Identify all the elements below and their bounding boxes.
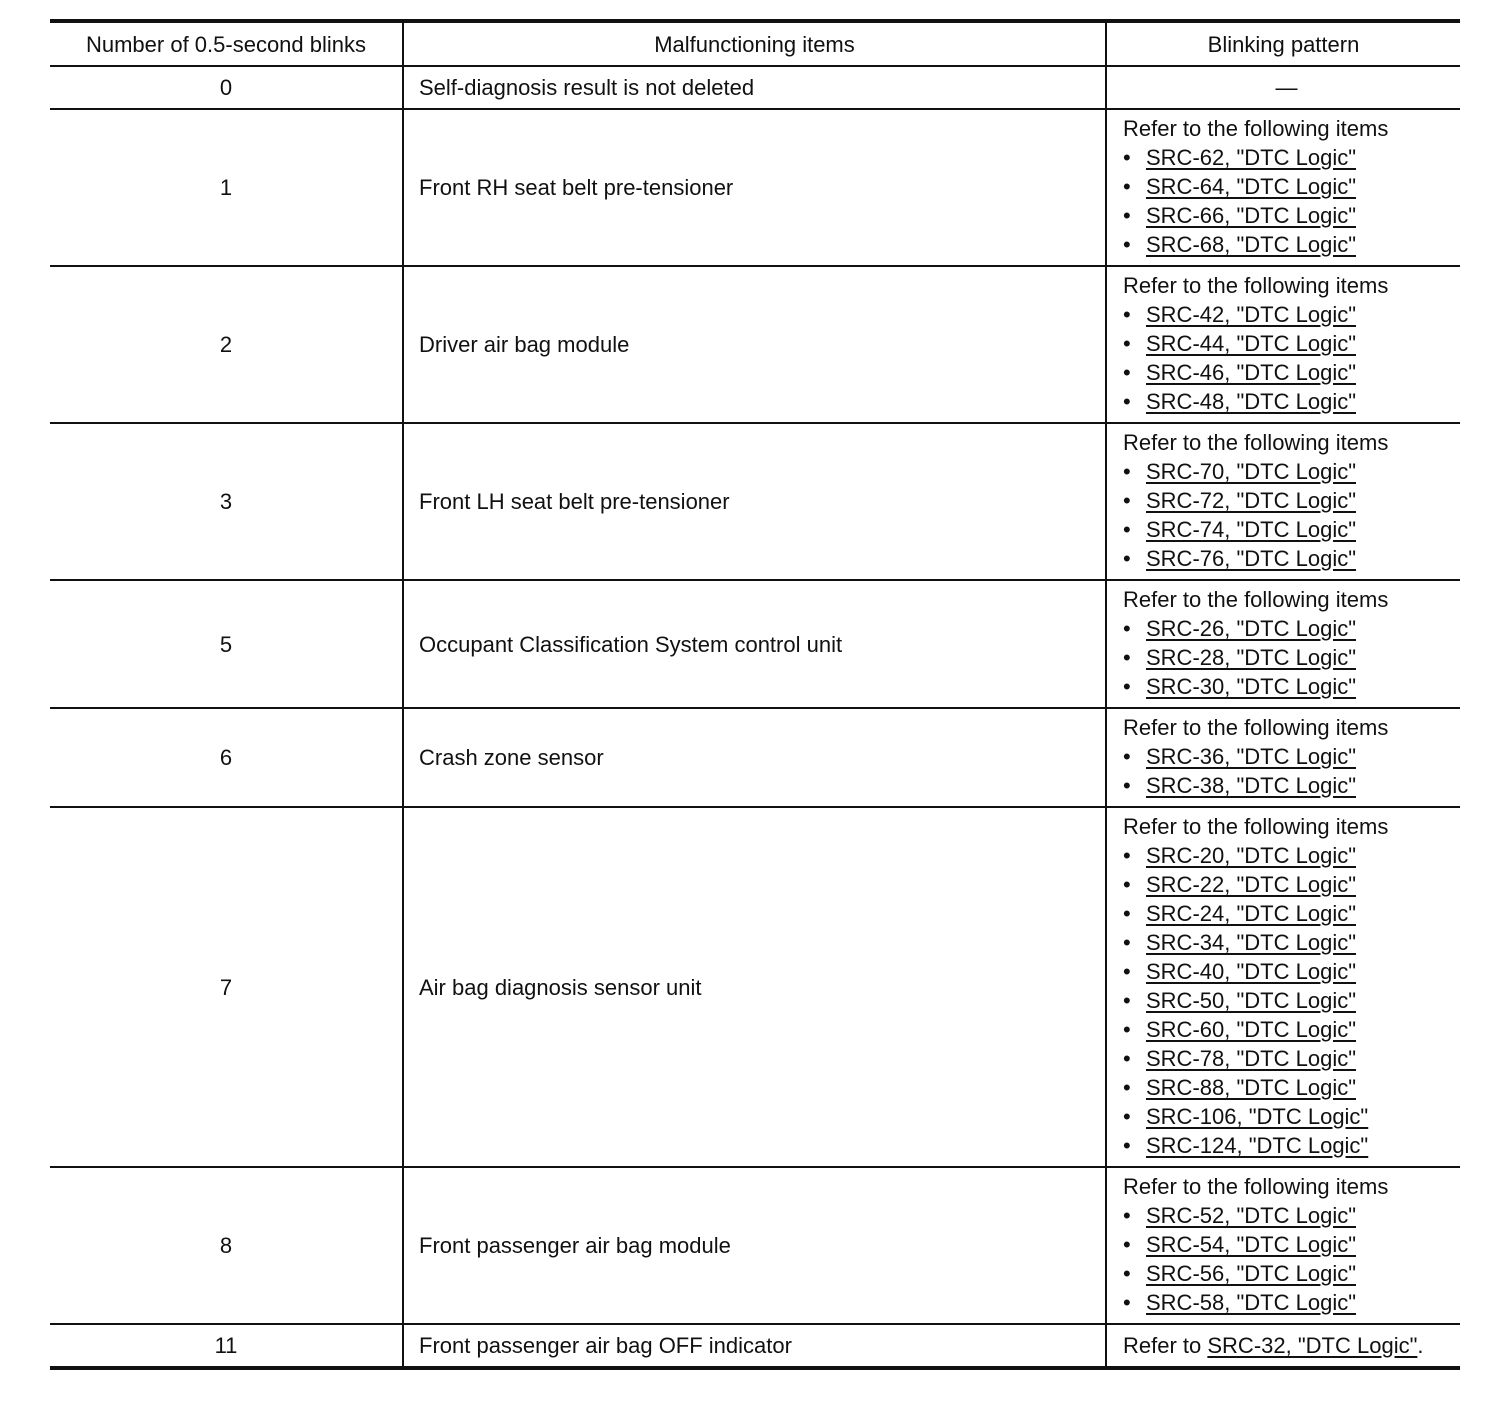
list-item xyxy=(1123,201,1450,230)
list-item xyxy=(1123,928,1450,957)
table-row xyxy=(50,807,1460,1167)
blink-pattern-table-container xyxy=(50,19,1460,1370)
blinking-pattern-cell xyxy=(1106,708,1460,807)
list-item xyxy=(1123,672,1450,701)
bullet-icon: • xyxy=(1123,203,1131,228)
header-number-of-blinks: Number of 0.5-second blinks xyxy=(85,31,367,57)
bullet-icon: • xyxy=(1123,232,1131,257)
malfunction-item-cell: Front passenger air bag module xyxy=(403,1167,1106,1324)
bullet-icon: • xyxy=(1123,1046,1131,1071)
bullet-icon: • xyxy=(1123,145,1131,170)
list-item xyxy=(1123,771,1450,800)
table-row xyxy=(50,109,1460,266)
table-row xyxy=(50,266,1460,423)
list-item xyxy=(1123,1230,1450,1259)
header-blinking-pattern: Blinking pattern xyxy=(1106,21,1460,66)
malfunction-item-cell: Front RH seat belt pre-tensioner xyxy=(403,109,1106,266)
dtc-logic-link[interactable]: SRC-24, "DTC Logic" xyxy=(1146,901,1357,926)
reference-list xyxy=(1123,457,1450,573)
reference-list xyxy=(1123,1201,1450,1317)
dtc-logic-link[interactable]: SRC-56, "DTC Logic" xyxy=(1146,1261,1357,1286)
dtc-logic-link[interactable]: SRC-42, "DTC Logic" xyxy=(1146,302,1357,327)
dtc-logic-link[interactable]: SRC-34, "DTC Logic" xyxy=(1146,930,1357,955)
bullet-icon: • xyxy=(1123,302,1131,327)
dtc-logic-link[interactable]: SRC-28, "DTC Logic" xyxy=(1146,645,1357,670)
blinking-pattern-cell xyxy=(1106,423,1460,580)
list-item xyxy=(1123,544,1450,573)
bullet-icon: • xyxy=(1123,174,1131,199)
list-item xyxy=(1123,457,1450,486)
dtc-logic-link[interactable]: SRC-54, "DTC Logic" xyxy=(1146,1232,1357,1257)
bullet-icon: • xyxy=(1123,331,1131,356)
malfunction-item-cell: Crash zone sensor xyxy=(403,708,1106,807)
table-body xyxy=(50,66,1460,1368)
table-row xyxy=(50,708,1460,807)
bullet-icon: • xyxy=(1123,616,1131,641)
list-item xyxy=(1123,1015,1450,1044)
list-item xyxy=(1123,1073,1450,1102)
refer-intro-text: Refer to the following items xyxy=(1123,715,1389,740)
blink-count-cell: 3 xyxy=(50,423,403,580)
bullet-icon: • xyxy=(1123,901,1131,926)
malfunction-item-cell: Air bag diagnosis sensor unit xyxy=(403,807,1106,1167)
blink-count-cell: 7 xyxy=(50,807,403,1167)
reference-list xyxy=(1123,143,1450,259)
list-item xyxy=(1123,358,1450,387)
dtc-logic-link[interactable]: SRC-64, "DTC Logic" xyxy=(1146,174,1357,199)
bullet-icon: • xyxy=(1123,1290,1131,1315)
refer-intro-text: Refer to the following items xyxy=(1123,273,1389,298)
bullet-icon: • xyxy=(1123,546,1131,571)
list-item xyxy=(1123,387,1450,416)
malfunction-item-cell: Driver air bag module xyxy=(403,266,1106,423)
dtc-logic-link[interactable]: SRC-58, "DTC Logic" xyxy=(1146,1290,1357,1315)
list-item xyxy=(1123,614,1450,643)
table-row xyxy=(50,1324,1460,1368)
blinking-pattern-cell xyxy=(1106,807,1460,1167)
bullet-icon: • xyxy=(1123,1232,1131,1257)
list-item xyxy=(1123,1201,1450,1230)
list-item xyxy=(1123,986,1450,1015)
dtc-logic-link[interactable]: SRC-62, "DTC Logic" xyxy=(1146,145,1357,170)
dtc-logic-link[interactable]: SRC-50, "DTC Logic" xyxy=(1146,988,1357,1013)
table-row xyxy=(50,423,1460,580)
blinking-pattern-dash: — xyxy=(1106,66,1460,109)
list-item xyxy=(1123,643,1450,672)
list-item xyxy=(1123,841,1450,870)
list-item xyxy=(1123,230,1450,259)
blink-count-cell: 5 xyxy=(50,580,403,708)
blink-count-cell: 11 xyxy=(50,1324,403,1368)
refer-intro-text: Refer to the following items xyxy=(1123,430,1389,455)
dtc-logic-link[interactable]: SRC-60, "DTC Logic" xyxy=(1146,1017,1357,1042)
bullet-icon: • xyxy=(1123,773,1131,798)
blinking-pattern-cell xyxy=(1106,1324,1460,1368)
bullet-icon: • xyxy=(1123,1104,1131,1129)
list-item xyxy=(1123,300,1450,329)
dtc-logic-link[interactable]: SRC-22, "DTC Logic" xyxy=(1146,872,1357,897)
bullet-icon: • xyxy=(1123,959,1131,984)
table-header-row xyxy=(50,21,1460,66)
list-item xyxy=(1123,742,1450,771)
dtc-logic-link[interactable]: SRC-72, "DTC Logic" xyxy=(1146,488,1357,513)
dtc-logic-link[interactable]: SRC-74, "DTC Logic" xyxy=(1146,517,1357,542)
blinking-pattern-cell xyxy=(1106,580,1460,708)
reference-list xyxy=(1123,300,1450,416)
table-row xyxy=(50,580,1460,708)
blinking-pattern-cell xyxy=(1106,266,1460,423)
blink-count-cell: 2 xyxy=(50,266,403,423)
malfunction-item-cell: Self-diagnosis result is not deleted xyxy=(403,66,1106,109)
bullet-icon: • xyxy=(1123,645,1131,670)
dtc-logic-link[interactable]: SRC-66, "DTC Logic" xyxy=(1146,203,1357,228)
bullet-icon: • xyxy=(1123,744,1131,769)
malfunction-item-cell: Occupant Classification System control unit xyxy=(403,580,1106,708)
blink-count-cell: 0 xyxy=(50,66,403,109)
dtc-logic-link[interactable]: SRC-30, "DTC Logic" xyxy=(1146,674,1357,699)
dtc-logic-link[interactable]: SRC-36, "DTC Logic" xyxy=(1146,744,1357,769)
dtc-logic-link[interactable]: SRC-88, "DTC Logic" xyxy=(1146,1075,1357,1100)
dtc-logic-link[interactable]: SRC-124, "DTC Logic" xyxy=(1146,1133,1369,1158)
blink-pattern-table xyxy=(50,19,1460,1370)
reference-list xyxy=(1123,742,1450,800)
list-item xyxy=(1123,1102,1450,1131)
blink-count-cell: 8 xyxy=(50,1167,403,1324)
blink-count-cell: 1 xyxy=(50,109,403,266)
list-item xyxy=(1123,486,1450,515)
refer-intro-text: Refer to the following items xyxy=(1123,116,1389,141)
list-item xyxy=(1123,143,1450,172)
refer-suffix-text: . xyxy=(1417,1333,1424,1358)
list-item xyxy=(1123,515,1450,544)
list-item xyxy=(1123,1044,1450,1073)
list-item xyxy=(1123,1131,1450,1160)
blink-count-cell: 6 xyxy=(50,708,403,807)
refer-intro-text: Refer to the following items xyxy=(1123,587,1389,612)
refer-to-text: Refer to xyxy=(1123,1333,1208,1358)
dtc-logic-link[interactable]: SRC-44, "DTC Logic" xyxy=(1146,331,1357,356)
bullet-icon: • xyxy=(1123,459,1131,484)
reference-list xyxy=(1123,841,1450,1160)
dtc-logic-link[interactable]: SRC-76, "DTC Logic" xyxy=(1146,546,1357,571)
bullet-icon: • xyxy=(1123,930,1131,955)
bullet-icon: • xyxy=(1123,843,1131,868)
malfunction-item-cell: Front LH seat belt pre-tensioner xyxy=(403,423,1106,580)
list-item xyxy=(1123,172,1450,201)
dtc-logic-link[interactable]: SRC-46, "DTC Logic" xyxy=(1146,360,1357,385)
list-item xyxy=(1123,870,1450,899)
dtc-logic-link[interactable]: SRC-48, "DTC Logic" xyxy=(1146,389,1357,414)
reference-list xyxy=(1123,614,1450,701)
dtc-logic-link[interactable]: SRC-78, "DTC Logic" xyxy=(1146,1046,1357,1071)
bullet-icon: • xyxy=(1123,1017,1131,1042)
bullet-icon: • xyxy=(1123,517,1131,542)
dtc-logic-link[interactable]: SRC-20, "DTC Logic" xyxy=(1146,843,1357,868)
dtc-logic-link[interactable]: SRC-40, "DTC Logic" xyxy=(1146,959,1357,984)
dtc-logic-link[interactable]: SRC-70, "DTC Logic" xyxy=(1146,459,1357,484)
bullet-icon: • xyxy=(1123,389,1131,414)
bullet-icon: • xyxy=(1123,872,1131,897)
list-item xyxy=(1123,899,1450,928)
list-item xyxy=(1123,957,1450,986)
bullet-icon: • xyxy=(1123,988,1131,1013)
malfunction-item-cell: Front passenger air bag OFF indicator xyxy=(403,1324,1106,1368)
refer-intro-text: Refer to the following items xyxy=(1123,814,1389,839)
bullet-icon: • xyxy=(1123,1261,1131,1286)
bullet-icon: • xyxy=(1123,674,1131,699)
bullet-icon: • xyxy=(1123,1133,1131,1158)
dtc-logic-link[interactable]: SRC-38, "DTC Logic" xyxy=(1146,773,1357,798)
dtc-logic-link[interactable]: SRC-52, "DTC Logic" xyxy=(1146,1203,1357,1228)
bullet-icon: • xyxy=(1123,360,1131,385)
bullet-icon: • xyxy=(1123,1075,1131,1100)
dtc-logic-link[interactable]: SRC-32, "DTC Logic" xyxy=(1207,1333,1418,1358)
dtc-logic-link[interactable]: SRC-26, "DTC Logic" xyxy=(1146,616,1357,641)
dtc-logic-link[interactable]: SRC-106, "DTC Logic" xyxy=(1146,1104,1369,1129)
blinking-pattern-cell xyxy=(1106,109,1460,266)
table-row xyxy=(50,66,1460,109)
refer-intro-text: Refer to the following items xyxy=(1123,1174,1389,1199)
bullet-icon: • xyxy=(1123,1203,1131,1228)
list-item xyxy=(1123,1288,1450,1317)
dtc-logic-link[interactable]: SRC-68, "DTC Logic" xyxy=(1146,232,1357,257)
bullet-icon: • xyxy=(1123,488,1131,513)
blinking-pattern-cell xyxy=(1106,1167,1460,1324)
list-item xyxy=(1123,329,1450,358)
header-malfunctioning-items: Malfunctioning items xyxy=(403,21,1106,66)
table-row xyxy=(50,1167,1460,1324)
list-item xyxy=(1123,1259,1450,1288)
